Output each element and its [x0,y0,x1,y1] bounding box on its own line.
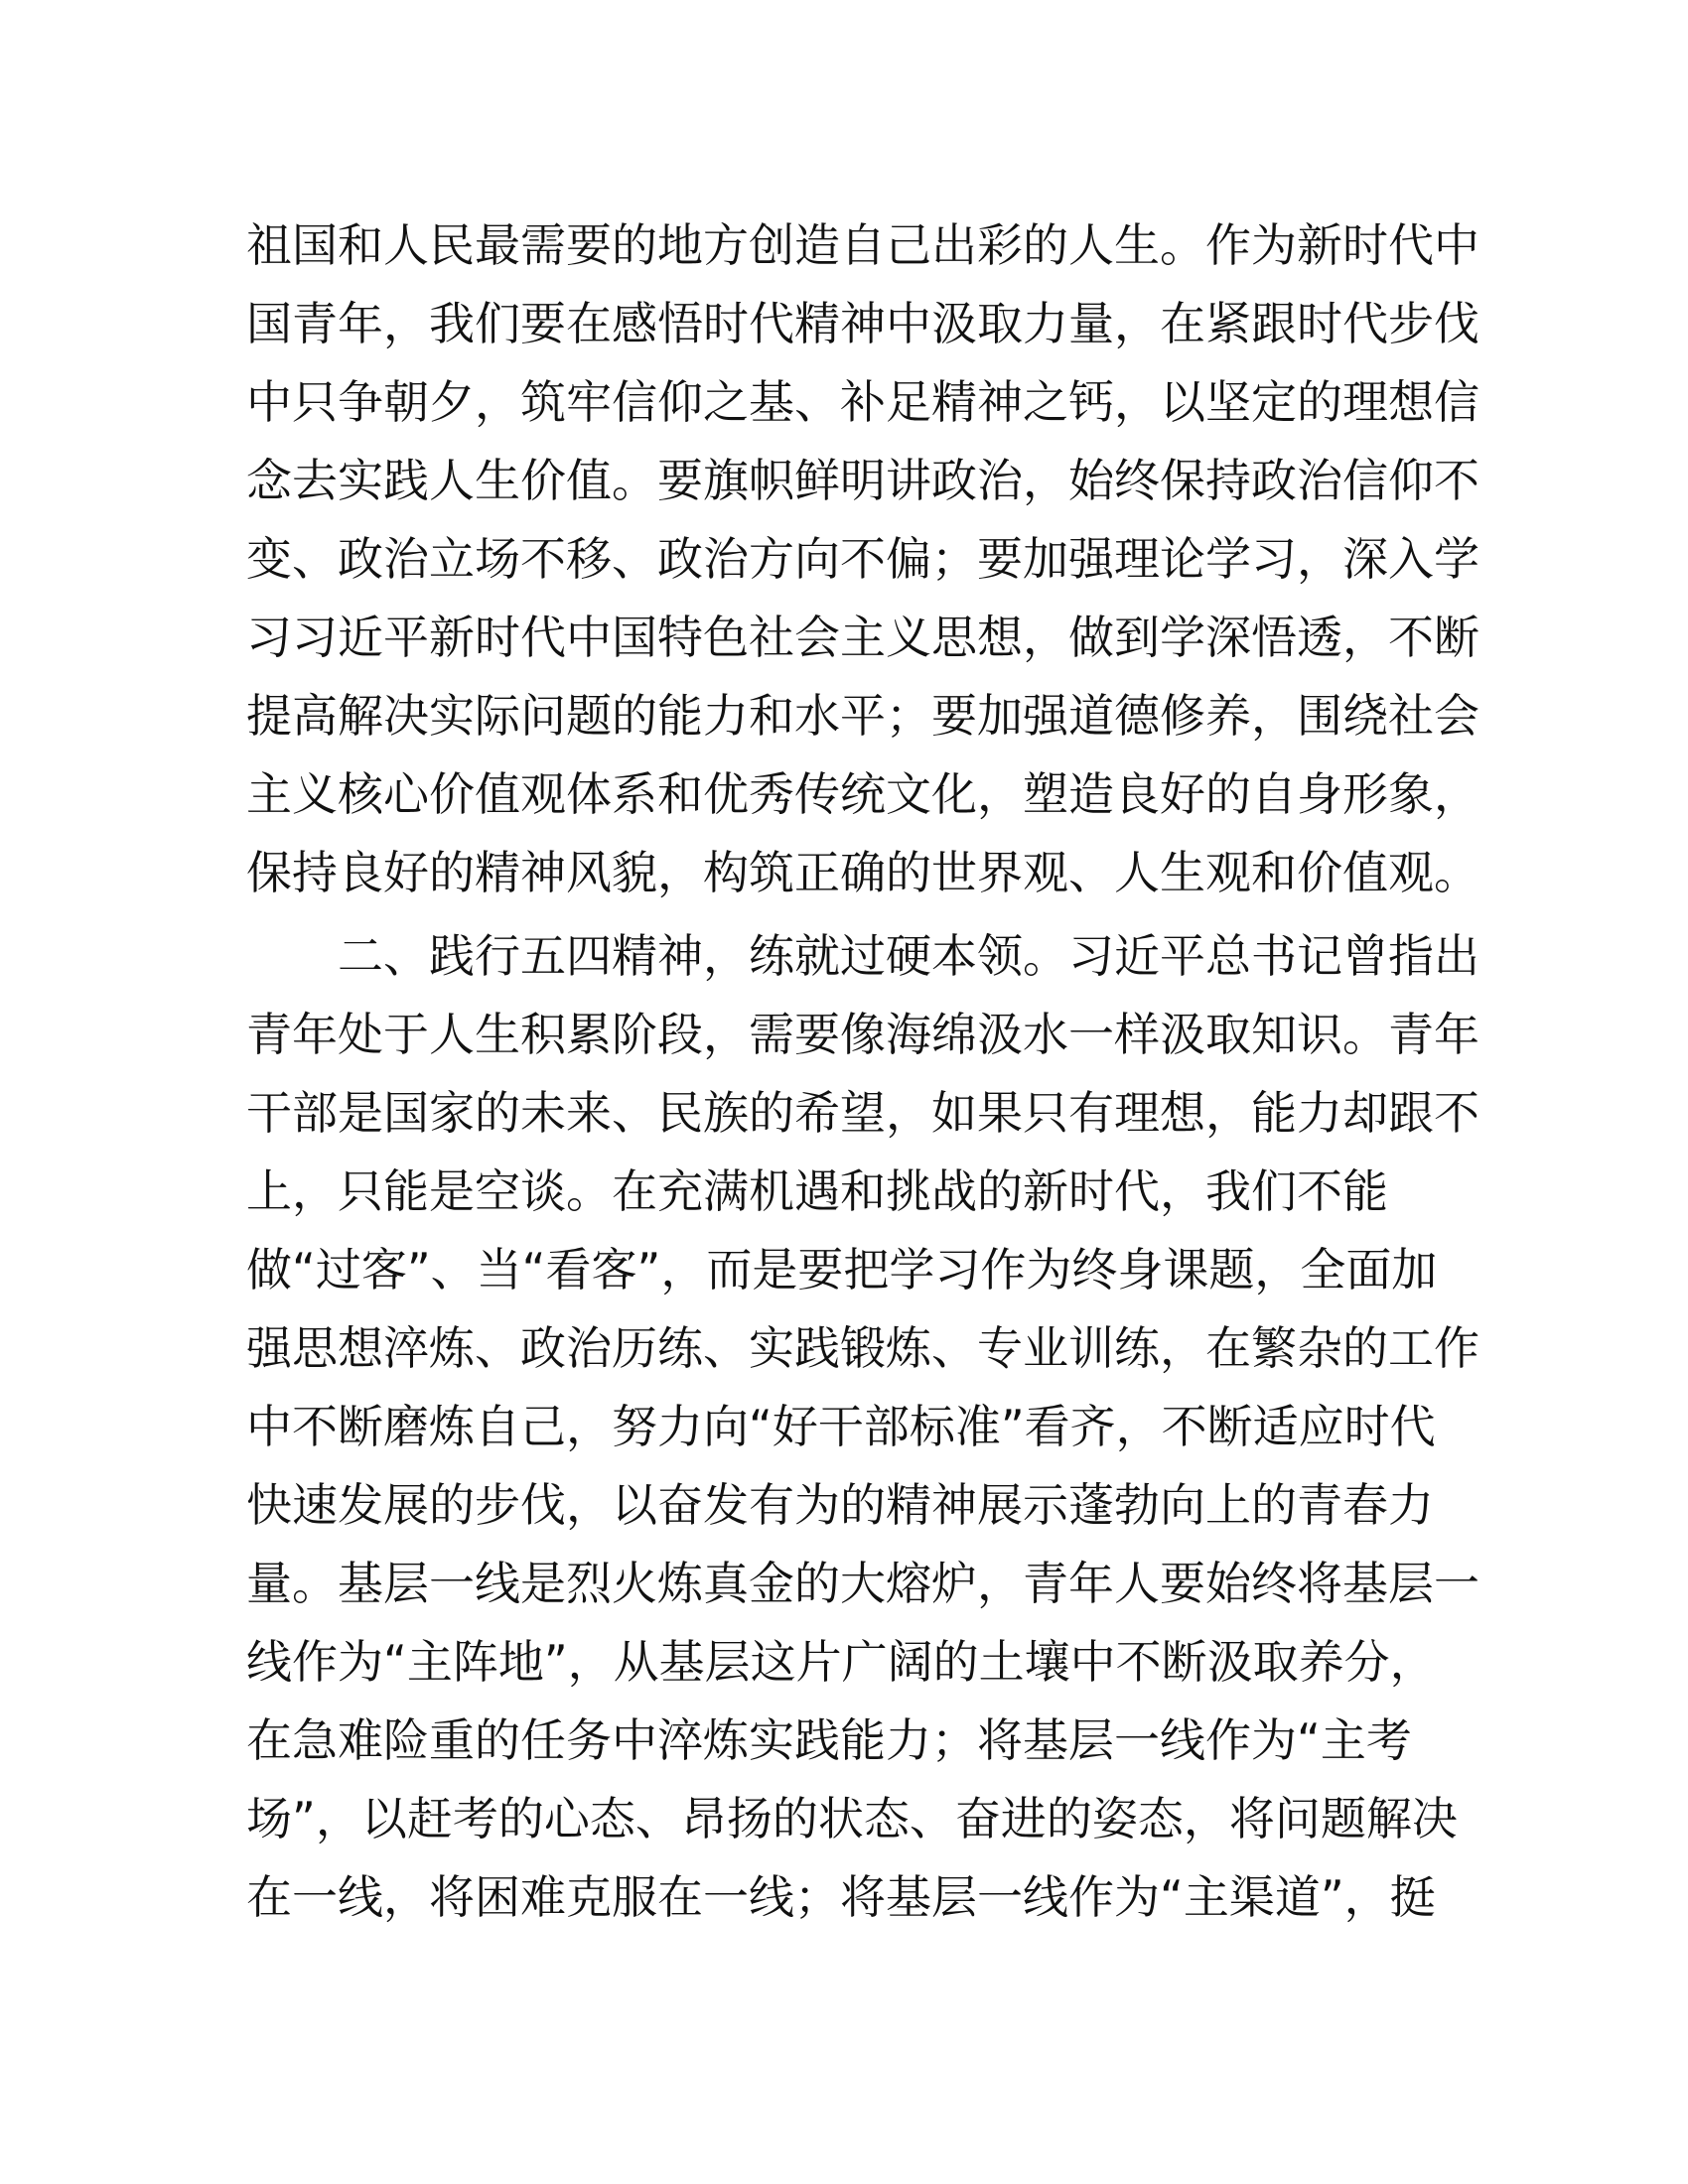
section-heading-line: 二、践行五四精神，练就过硬本领。习近平总书记曾指出 [338,929,1479,983]
text-line-17: 快速发展的步伐，以奋发有为的精神展示蓬勃向上的青春力 [246,1478,1434,1532]
text-line-11: 青年处于人生积累阶段，需要像海绵汲水一样汲取知识。青年 [246,1008,1479,1061]
text-line-18: 量。基层一线是烈火炼真金的大熔炉，青年人要始终将基层一 [246,1557,1479,1610]
text-line-1: 祖国和人民最需要的地方创造自己出彩的人生。作为新时代中 [246,218,1479,272]
text-line-12: 干部是国家的未来、民族的希望，如果只有理想，能力却跟不 [246,1086,1479,1140]
text-line-15: 强思想淬炼、政治历练、实践锻炼、专业训练，在繁杂的工作 [246,1321,1479,1375]
text-line-14: 做“过客”、当“看客”，而是要把学习作为终身课题，全面加 [246,1243,1438,1297]
text-line-4: 念去实践人生价值。要旗帜鲜明讲政治，始终保持政治信仰不 [246,454,1479,507]
text-line-3: 中只争朝夕，筑牢信仰之基、补足精神之钙，以坚定的理想信 [246,375,1479,429]
text-line-6: 习习近平新时代中国特色社会主义思想，做到学深悟透，不断 [246,611,1479,664]
text-line-5: 变、政治立场不移、政治方向不偏；要加强理论学习，深入学 [246,532,1479,586]
text-line-19: 线作为“主阵地”，从基层这片广阔的土壤中不断汲取养分， [246,1635,1436,1689]
text-line-9: 保持良好的精神风貌，构筑正确的世界观、人生观和价值观。 [246,846,1479,899]
text-line-22: 在一线，将困难克服在一线；将基层一线作为“主渠道”，挺 [246,1870,1436,1924]
text-line-13: 上，只能是空谈。在充满机遇和挑战的新时代，我们不能 [246,1164,1388,1218]
text-line-2: 国青年，我们要在感悟时代精神中汲取力量，在紧跟时代步伐 [246,297,1479,350]
text-line-16: 中不断磨炼自己，努力向“好干部标准”看齐，不断适应时代 [246,1400,1436,1453]
text-line-20: 在急难险重的任务中淬炼实践能力；将基层一线作为“主考 [246,1713,1412,1767]
text-line-21: 场”，以赶考的心态、昂扬的状态、奋进的姿态，将问题解决 [246,1792,1458,1845]
text-line-7: 提高解决实际问题的能力和水平；要加强道德修养，围绕社会 [246,689,1479,743]
text-line-8: 主义核心价值观体系和优秀传统文化，塑造良好的自身形象， [246,767,1479,821]
